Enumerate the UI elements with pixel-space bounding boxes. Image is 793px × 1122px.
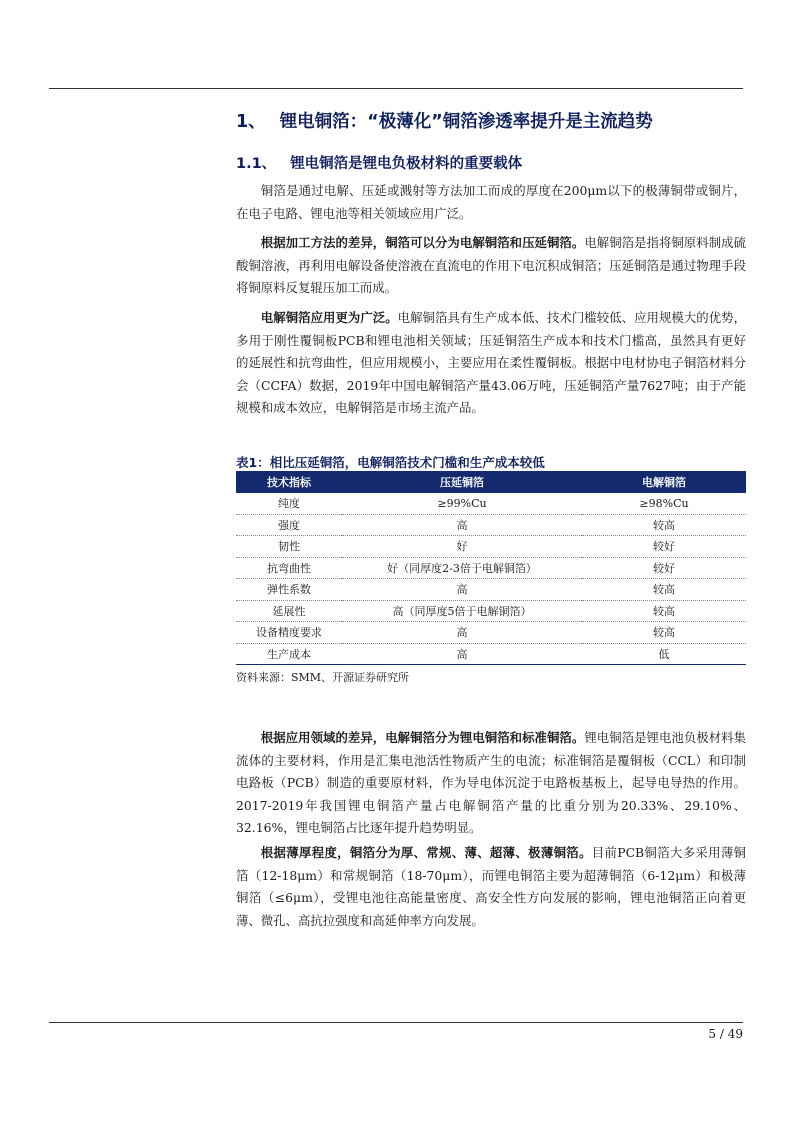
table-header-cell: 技术指标 <box>236 471 342 493</box>
paragraph-text: 电解铜箔具有生产成本低、技术门槛较低、应用规模大的优势，多用于刚性覆铜板PCB和锂电池相关领域；压延铜箔生产成本和技术门槛高，虽然具有更好的延展性和抗弯曲性，但应用规模小，主要应用在柔性覆铜板。根据中电材协电子铜箔材料分会（CCFA）数据，2019年中国电解铜箔产量43.06万吨，压延铜箔产量7627吨；由于产能规模和成本效应，电解铜箔是市场主流产品。 <box>236 310 747 415</box>
table-cell: 延展性 <box>236 600 342 622</box>
table-cell: 较好 <box>582 557 746 579</box>
table-cell: 韧性 <box>236 536 342 558</box>
table-row <box>236 622 746 644</box>
table-row <box>236 557 746 579</box>
table-cell: 较高 <box>582 579 746 601</box>
table-cell: 较高 <box>582 622 746 644</box>
table-cell: 高 <box>342 643 582 665</box>
table-row <box>236 643 746 665</box>
table-cell: 好（同厚度2-3倍于电解铜箔） <box>342 557 582 579</box>
table-title: 表1：相比压延铜箔，电解铜箔技术门槛和生产成本较低 <box>236 455 545 470</box>
table-cell: 较高 <box>582 514 746 536</box>
table-cell: 抗弯曲性 <box>236 557 342 579</box>
table-cell: 好 <box>342 536 582 558</box>
table-cell: 纯度 <box>236 493 342 514</box>
table-cell: 弹性系数 <box>236 579 342 601</box>
table-row <box>236 600 746 622</box>
paragraph-text: 电解铜箔是指将铜原料制成硫酸铜溶液，再利用电解设备使溶液在直流电的作用下电沉积成铜箔；压延铜箔是通过物理手段将铜原料反复辊压加工而成。 <box>236 235 747 295</box>
footer-rule <box>49 1022 743 1023</box>
table-cell: ≥98%Cu <box>582 493 746 514</box>
page-number: 5 / 49 <box>708 1027 743 1041</box>
subsection-number: 1.1、 <box>236 156 277 172</box>
paragraph-lead: 根据加工方法的差异，铜箔可以分为电解铜箔和压延铜箔。 <box>260 235 585 250</box>
table-cell: ≥99%Cu <box>342 493 582 514</box>
section-title: 锂电铜箔：“极薄化”铜箔渗透率提升是主流趋势 <box>279 112 653 132</box>
table-cell: 高（同厚度5倍于电解铜箔） <box>342 600 582 622</box>
paragraph-text: 目前PCB铜箔大多采用薄铜箔（12-18μm）和常规铜箔（18-70μm），而锂电铜箔主要为超薄铜箔（6-12μm）和极薄铜箔（≤6μm），受锂电池往高能量密度、高安全性方向发展的影响，锂电池铜箔正向着更薄、微孔、高抗拉强度和高延伸率方向发展。 <box>236 845 747 928</box>
subsection-heading <box>236 152 522 173</box>
table-cell: 高 <box>342 514 582 536</box>
table-cell: 生产成本 <box>236 643 342 665</box>
subsection-title: 锂电铜箔是锂电负极材料的重要载体 <box>290 156 523 172</box>
paragraph-application-fields <box>236 727 746 840</box>
table-cell: 高 <box>342 622 582 644</box>
table-row <box>236 493 746 514</box>
comparison-table <box>236 471 746 665</box>
table-header-cell: 压延铜箔 <box>342 471 582 493</box>
paragraph-text: 锂电铜箔是锂电池负极材料集流体的主要材料，作用是汇集电池活性物质产生的电流；标准铜箔是覆铜板（CCL）和印制电路板（PCB）制造的重要原材料，作为导电体沉淀于电路板基板上，起导电导热的作用。2017-2019年我国锂电铜箔产量占电解铜箔产量的比重分别为20.33%、29.10%、32.16%，锂电铜箔占比逐年提升趋势明显。 <box>236 730 747 835</box>
table-cell: 低 <box>582 643 746 665</box>
paragraph-electrolytic-usage <box>236 307 746 420</box>
table-cell: 高 <box>342 579 582 601</box>
header-rule <box>49 88 743 89</box>
table-source: 资料来源：SMM、开源证券研究所 <box>236 671 410 684</box>
paragraph-lead: 电解铜箔应用更为广泛。 <box>260 310 398 325</box>
paragraph-copper-foil-definition <box>236 180 746 225</box>
table-row <box>236 579 746 601</box>
section-heading <box>236 108 746 133</box>
paragraph-lead: 根据应用领域的差异，电解铜箔分为锂电铜箔和标准铜箔。 <box>260 730 585 745</box>
table-header-row <box>236 471 746 493</box>
paragraph-thickness-classes <box>236 842 746 932</box>
table-cell: 较好 <box>582 536 746 558</box>
paragraph-lead: 根据薄厚程度，铜箔分为厚、常规、薄、超薄、极薄铜箔。 <box>260 845 592 860</box>
paragraph-processing-methods <box>236 232 746 300</box>
section-number: 1、 <box>236 112 266 132</box>
table-cell: 强度 <box>236 514 342 536</box>
table-row <box>236 536 746 558</box>
table-cell: 较高 <box>582 600 746 622</box>
table-cell: 设备精度要求 <box>236 622 342 644</box>
table-row <box>236 514 746 536</box>
paragraph-text: 铜箔是通过电解、压延或溅射等方法加工而成的厚度在200μm以下的极薄铜带或铜片，在电子电路、锂电池等相关领域应用广泛。 <box>236 183 746 221</box>
table-header-cell: 电解铜箔 <box>582 471 746 493</box>
